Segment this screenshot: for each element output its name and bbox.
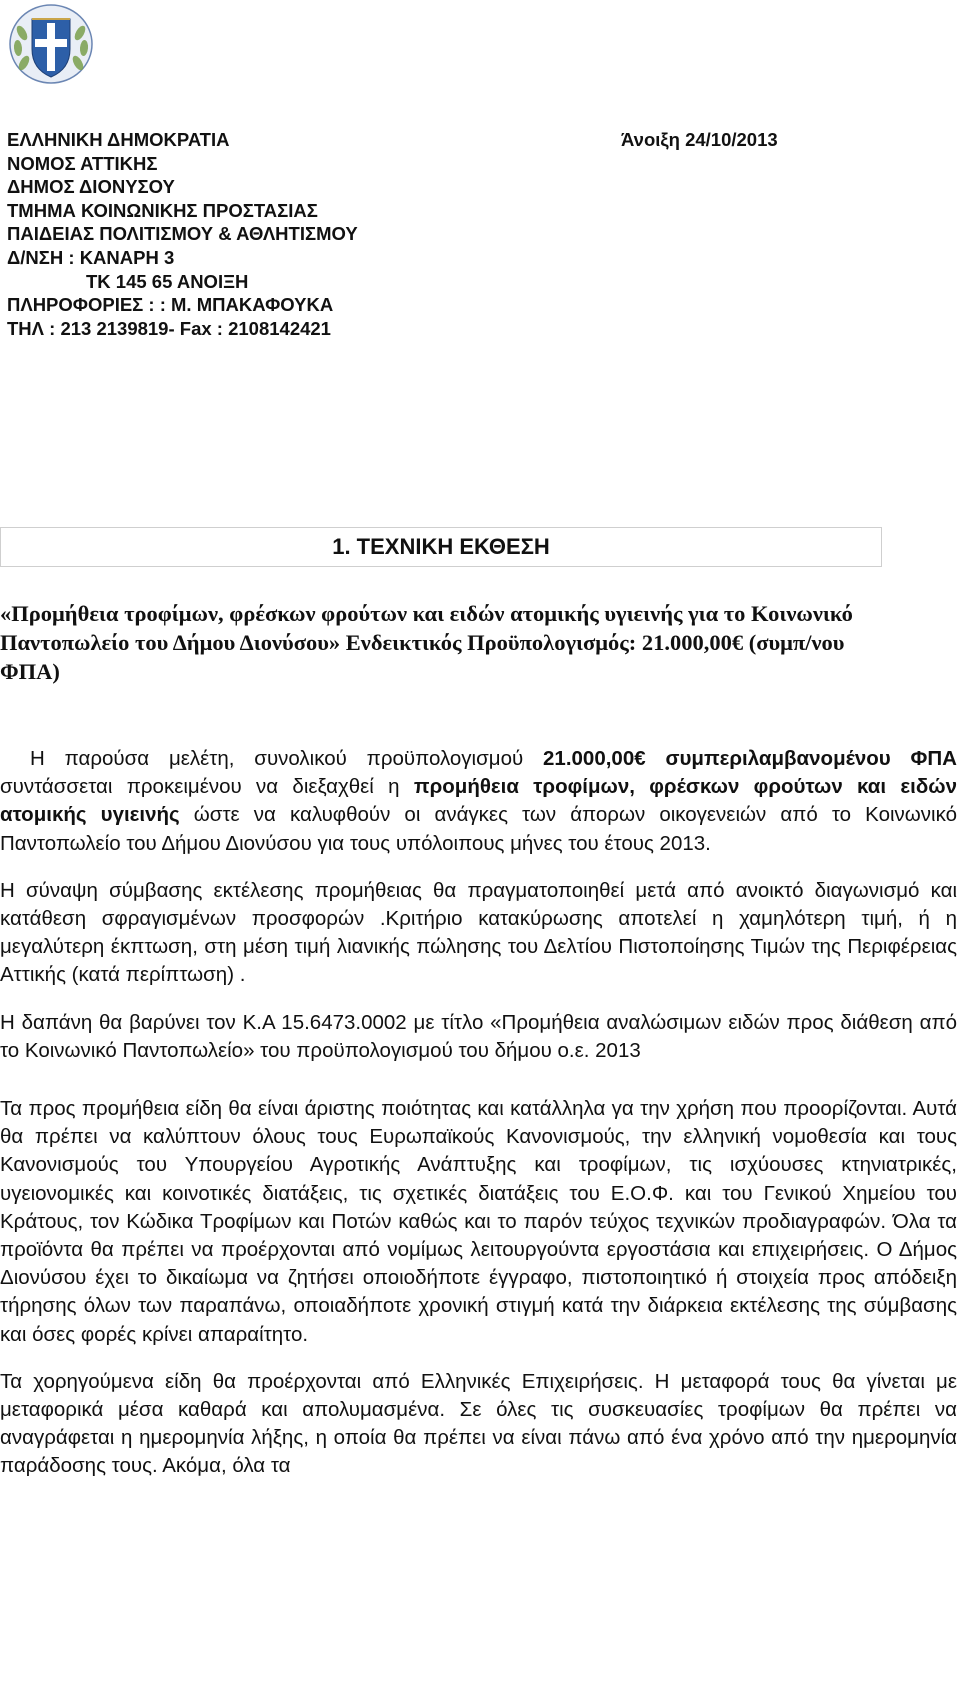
paragraph-text: Η παρούσα μελέτη, συνολικού προϋπολογισμού [30,747,544,770]
paragraph-expense: Η δαπάνη θα βαρύνει τον Κ.Α 15.6473.0002 με τίτλο «Προμήθεια αναλώσιμων ειδών προς διάθεση από το Κοινωνικό Παντοπωλείο» του προϋπολογισμού του δήμου ο.ε. 2013 [0,1010,957,1062]
paragraph-text: συντάσσεται προκειμένου να διεξαχθεί η [0,775,414,799]
header-line: ΠΑΙΔΕΙΑΣ ΠΟΛΙΤΙΣΜΟΥ & ΑΘΛΗΤΙΣΜΟΥ [7,223,358,245]
header-line: ΝΟΜΟΣ ΑΤΤΙΚΗΣ [7,152,158,174]
header-line: ΠΛΗΡΟΦΟΡΙΕΣ : : Μ. ΜΠΑΚΑΦΟΥΚΑ [7,294,334,316]
greek-emblem-icon [8,3,94,85]
paragraph-quality: Τα προς προμήθεια είδη θα είναι άριστης ποιότητας και κατάλληλα γα την χρήση που προορίζονται. Αυτά θα πρέπει να καλύπτουν όλους τους Ευρωπαϊκούς Κανονισμούς, την ελληνική νομοθεσία και τους Κανονισμούς του Υπουργείου Αγροτικής Ανάπτυξης και τροφίμων, τις ισχύουσες κτηνιατρικές, υγειονομικές και κοινοτικές διατάξεις, τις σχετικές διατάξεις του Ε.Ο.Φ. και του Γενικού Χημείου του Κράτους, τον Κώδικα Τροφίμων και Ποτών καθώς και το παρόν τεύχος τεχνικών προδιαγραφών. Όλα τα προϊόντα θα πρέπει να προέρχονται από νομίμως λειτουργούντα εργοστάσια και επιχειρήσεις. Ο Δήμος Διονύσου έχει το δικαίωμα να ζητήσει οποιοδήποτε έγγραφο, πιστοποιητικό ή στοιχεία προς απόδειξη τήρησης όλων των παραπάνω, οποιαδήποτε χρονική στιγμή κατά την διάρκεια εκτέλεσης της σύμβασης και όσες φορές κρίνει απαραίτητο. [0,1097,957,1346]
supply-description: προμήθεια τροφίμων, φρέσκων φρούτων και ειδών ατομικής υγιεινής [0,775,957,827]
paragraph-study-scope [0,745,957,858]
subject-heading: «Προμήθεια τροφίμων, φρέσκων φρούτων και ειδών ατομικής υγιεινής για το Κοινωνικό Παντοπωλείο του Δήμου Διονύσου» Ενδεικτικός Προϋπολογισμός: 21.000,00€ (συμπ/νου ΦΠΑ) [0,601,853,684]
budget-amount: 21.000,00€ συμπεριλαμβανομένου ΦΠΑ [543,747,957,770]
sender-header [7,128,358,340]
header-line: ΔΗΜΟΣ ΔΙΟΝΥΣΟΥ [7,176,175,198]
header-line: ΤΚ 145 65 ΑΝΟΙΞΗ [86,270,249,292]
document-title: 1. ΤΕΧΝΙΚΗ ΕΚΘΕΣΗ [0,527,882,567]
paragraph-text: ώστε να καλυφθούν οι ανάγκες των άπορων οικογενειών από το Κοινωνικό Παντοπωλείο του Δήμου Διονύσου για τους υπόλοιπους μήνες του έτους 2013. [0,803,957,855]
paragraph-contract: Η σύναψη σύμβασης εκτέλεσης προμήθειας θα πραγματοποιηθεί μετά από ανοικτό διαγωνισμό και κατάθεση σφραγισμένων προσφορών .Κριτήριο κατακύρωσης αποτελεί η χαμηλότερη τιμή, ή η μεγαλύτερη έκπτωση, στη μέση τιμή λιανικής πώλησης του Δελτίου Πιστοποίησης Τιμών της Περιφέρειας Αττικής (κατά περίπτωση) . [0,878,957,987]
document-body [0,745,957,1500]
header-line: ΤΜΗΜΑ ΚΟΙΝΩΝΙΚΗΣ ΠΡΟΣΤΑΣΙΑΣ [7,199,318,221]
document-date: Άνοιξη 24/10/2013 [621,129,778,150]
paragraph-transport: Τα χορηγούμενα είδη θα προέρχονται από Ελληνικές Επιχειρήσεις. Η μεταφορά τους θα γίνεται με μεταφορικά μέσα καθαρά και απολυμασμένα. Σε όλες τις συσκευασίες τροφίμων θα πρέπει να αναγράφεται η ημερομηνία λήξης, η οποία θα πρέπει να είναι πάνω από ένα χρόνο από την ημερομηνία παράδοσης τους. Ακόμα, όλα τα [0,1369,957,1478]
header-line: Δ/ΝΣΗ : ΚΑΝΑΡΗ 3 [7,246,175,268]
header-line: ΕΛΛΗΝΙΚΗ ΔΗΜΟΚΡΑΤΙΑ [7,129,230,150]
header-line: ΤΗΛ : 213 2139819- Fax : 2108142421 [7,317,331,339]
